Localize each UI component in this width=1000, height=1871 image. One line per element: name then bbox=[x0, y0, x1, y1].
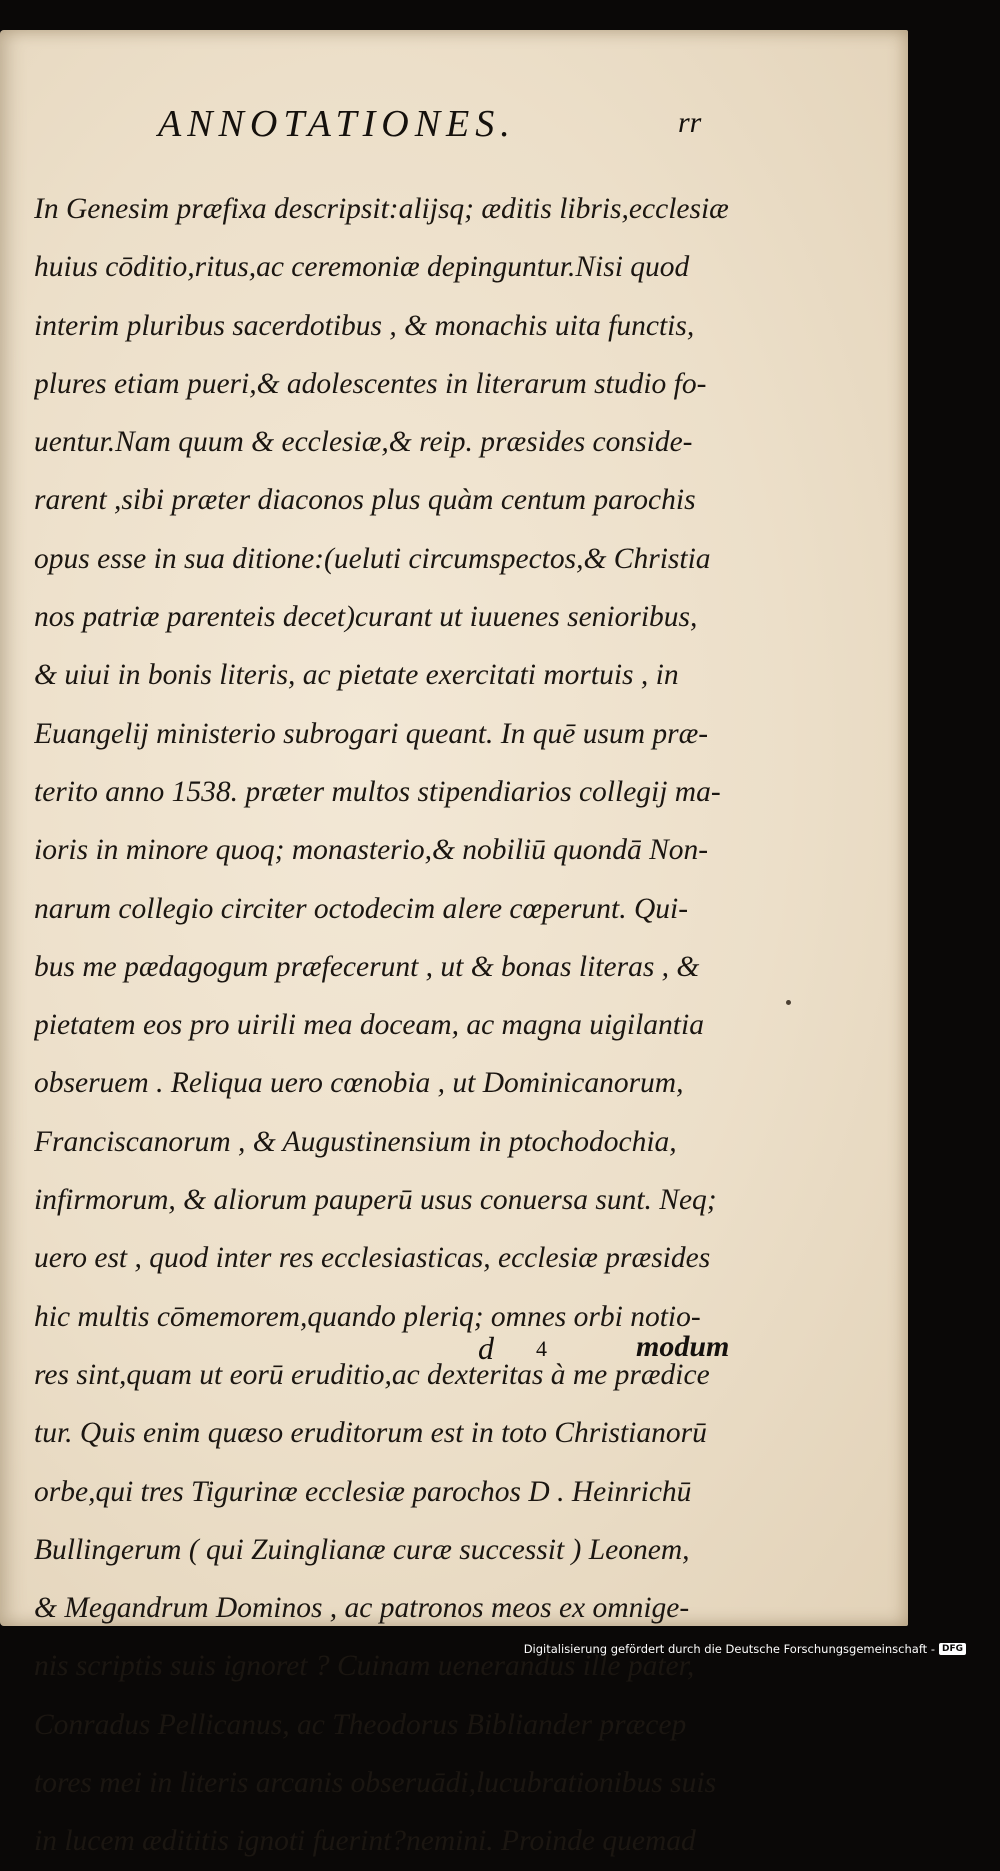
running-head bbox=[0, 102, 908, 152]
text-line: orbe,qui tres Tigurinæ ecclesiæ parochos D . Heinrichū bbox=[34, 1475, 692, 1508]
text-line: huius cōditio,ritus,ac ceremoniæ depinguntur.Nisi quod bbox=[34, 251, 690, 284]
text-line: Bullingerum ( qui Zuinglianæ curæ successit ) Leonem, bbox=[34, 1533, 690, 1566]
page-footer bbox=[0, 1330, 908, 1380]
text-line: infirmorum, & aliorum pauperū usus conuersa sunt. Neq; bbox=[34, 1184, 717, 1217]
text-line: Franciscanorum , & Augustinensium in ptochodochia, bbox=[34, 1125, 677, 1158]
text-line: nos patriæ parenteis decet)curant ut iuuenes senioribus, bbox=[34, 601, 698, 634]
text-line: opus esse in sua ditione:(ueluti circumspectos,& Christia bbox=[34, 542, 711, 575]
page-number: rr bbox=[678, 106, 702, 139]
text-line: rarent ,sibi præter diaconos plus quàm centum parochis bbox=[34, 484, 696, 517]
catchword: modum bbox=[636, 1330, 730, 1363]
text-line: pietatem eos pro uirili mea doceam, ac magna uigilantia bbox=[34, 1009, 704, 1042]
signature-mark: d bbox=[478, 1330, 494, 1366]
ink-speck bbox=[786, 1000, 791, 1005]
text-line: obseruem . Reliqua uero cœnobia , ut Dominicanorum, bbox=[34, 1067, 684, 1100]
dfg-logo: DFG bbox=[939, 1643, 966, 1655]
text-line: uero est , quod inter res ecclesiasticas, ecclesiæ præsides bbox=[34, 1242, 711, 1275]
signature-number: 4 bbox=[536, 1336, 547, 1361]
text-line: narum collegio circiter octodecim alere cœperunt. Qui- bbox=[34, 892, 689, 925]
text-line: res sint,quam ut eorū eruditio,ac dexteritas à me prædice bbox=[34, 1358, 710, 1391]
text-line: nis scriptis suis ignoret ? Cuinam uenerandus ille pater, bbox=[34, 1650, 695, 1683]
text-line: terito anno 1538. præter multos stipendiarios collegij ma- bbox=[34, 775, 721, 808]
text-line: bus me pædagogum præfecerunt , ut & bonas literas , & bbox=[34, 950, 700, 983]
credit-text: Digitalisierung gefördert durch die Deutsche Forschungsgemeinschaft - bbox=[523, 1642, 935, 1656]
text-line: Conradus Pellicanus, ac Theodorus Bibliander præcep bbox=[34, 1708, 687, 1741]
text-line: uentur.Nam quum & ecclesiæ,& reip. præsides conside- bbox=[34, 426, 693, 459]
text-line: hic multis cōmemorem,quando pleriq; omnes orbi notio- bbox=[34, 1300, 701, 1333]
text-line: & uiui in bonis literis, ac pietate exercitati mortuis , in bbox=[34, 659, 679, 692]
body-text bbox=[34, 180, 734, 1871]
text-line: plures etiam pueri,& adolescentes in literarum studio fo- bbox=[34, 367, 707, 400]
text-line: interim pluribus sacerdotibus , & monachis uita functis, bbox=[34, 309, 695, 342]
text-line: in lucem ædititis ignoti fuerint?nemini. Proinde quemad bbox=[34, 1825, 696, 1858]
running-title: ANNOTATIONES. bbox=[158, 103, 516, 145]
text-line: tur. Quis enim quæso eruditorum est in toto Christianorū bbox=[34, 1417, 707, 1450]
text-line: tores mei in literis arcanis obseruādi,lucubrationibus suis bbox=[34, 1767, 717, 1800]
text-line: ioris in minore quoq; monasterio,& nobiliū quondā Non- bbox=[34, 834, 709, 867]
text-line: In Genesim præfixa descripsit:alijsq; æditis libris,ecclesiæ bbox=[34, 193, 729, 225]
digitization-credit bbox=[524, 1639, 966, 1659]
text-line: Euangelij ministerio subrogari queant. In quē usum præ- bbox=[34, 717, 709, 750]
text-line: & Megandrum Dominos , ac patronos meos ex omnige- bbox=[34, 1592, 690, 1625]
